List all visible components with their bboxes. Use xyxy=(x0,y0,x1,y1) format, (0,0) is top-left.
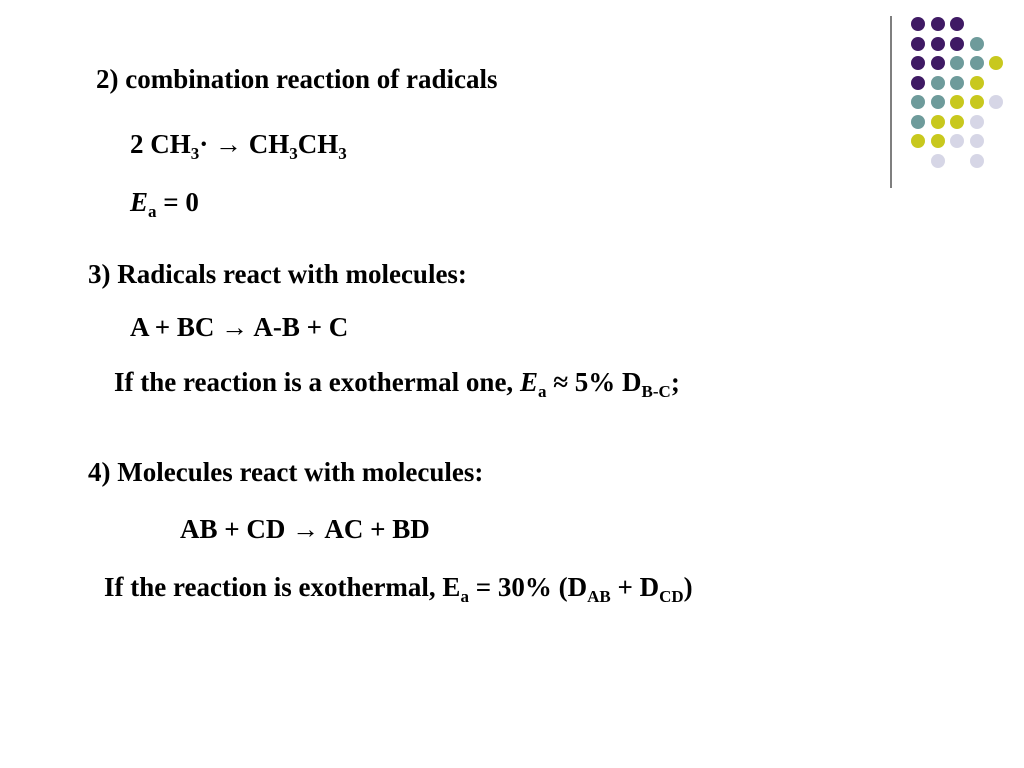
eq2-sub: 3 xyxy=(190,144,200,163)
section3-condition xyxy=(114,366,680,401)
decorative-dot xyxy=(911,115,925,129)
decorative-dot xyxy=(989,56,1003,70)
decorative-dot xyxy=(970,95,984,109)
eq3-left: A + BC xyxy=(130,312,215,342)
decorative-dot xyxy=(950,17,964,31)
section3-equation xyxy=(130,311,348,343)
decorative-dot xyxy=(950,37,964,51)
cond4-plus: + D xyxy=(617,572,660,602)
section4-heading: 4) Molecules react with molecules: xyxy=(88,457,484,487)
eq2-lead: 2 CH xyxy=(130,129,191,159)
cond3-sub: a xyxy=(537,382,547,401)
eq3-right: A-B + C xyxy=(253,312,349,342)
cond3-D: D xyxy=(622,367,642,397)
decorative-dot xyxy=(970,37,984,51)
decorative-dot xyxy=(931,134,945,148)
eq2-arrow: → xyxy=(215,129,243,159)
decorative-dot xyxy=(911,76,925,90)
eq2-sub: 3 xyxy=(289,144,298,163)
ea-symbol: E xyxy=(130,187,149,217)
cond4-sub-cd: CD xyxy=(659,587,684,606)
decorative-dot xyxy=(950,115,964,129)
cond3-Dsub: B-C xyxy=(641,382,671,401)
section4-equation xyxy=(180,513,430,545)
decorative-dot xyxy=(911,17,925,31)
section4-condition xyxy=(104,571,693,606)
eq4-right: AC + BD xyxy=(324,514,430,544)
section2-heading: 2) combination reaction of radicals xyxy=(96,64,498,94)
decorative-dot xyxy=(911,95,925,109)
decorative-dot xyxy=(989,95,1003,109)
eq2-product-part2: CH xyxy=(297,129,339,159)
decorative-dot xyxy=(911,37,925,51)
decorative-dot xyxy=(931,115,945,129)
decorative-dot xyxy=(950,95,964,109)
cond3-E: E xyxy=(519,367,538,397)
eq4-left: AB + CD xyxy=(180,514,286,544)
cond3-end: ; xyxy=(670,367,680,397)
cond4-sub: a xyxy=(460,587,469,606)
decorative-dot xyxy=(970,134,984,148)
decorative-dot xyxy=(931,76,945,90)
ea-sub: a xyxy=(148,202,157,221)
decorative-dot xyxy=(950,134,964,148)
cond4-end: ) xyxy=(683,572,693,602)
ea-value: = 0 xyxy=(163,187,199,217)
eq2-product-part1: CH xyxy=(248,129,290,159)
decorative-dot xyxy=(911,134,925,148)
eq2-sub: 3 xyxy=(338,144,347,163)
decorative-dot xyxy=(911,56,925,70)
eq2-radical-dot: · xyxy=(199,129,209,159)
decorative-dot xyxy=(931,56,945,70)
decorative-dot xyxy=(970,115,984,129)
decorative-dot xyxy=(931,95,945,109)
cond4-text: If the reaction is exothermal, E xyxy=(104,572,461,602)
cond4-mid: = 30% (D xyxy=(475,572,588,602)
section3-heading: 3) Radicals react with molecules: xyxy=(88,259,467,289)
decorative-dot xyxy=(970,76,984,90)
eq3-arrow: → xyxy=(221,312,249,342)
divider-line xyxy=(890,16,892,188)
decorative-dot xyxy=(970,56,984,70)
decorative-dot xyxy=(970,154,984,168)
decorative-dot xyxy=(950,56,964,70)
decorative-dot xyxy=(950,76,964,90)
cond4-sub-ab: AB xyxy=(587,587,611,606)
section2-equation xyxy=(130,128,347,163)
decorative-dot xyxy=(931,17,945,31)
cond3-text: If the reaction is a exothermal one, xyxy=(114,367,514,397)
section2-activation-energy xyxy=(130,186,199,221)
eq4-arrow: → xyxy=(292,514,320,544)
cond3-approx: ≈ 5% xyxy=(553,367,616,397)
decorative-dot xyxy=(931,154,945,168)
decorative-dot xyxy=(931,37,945,51)
